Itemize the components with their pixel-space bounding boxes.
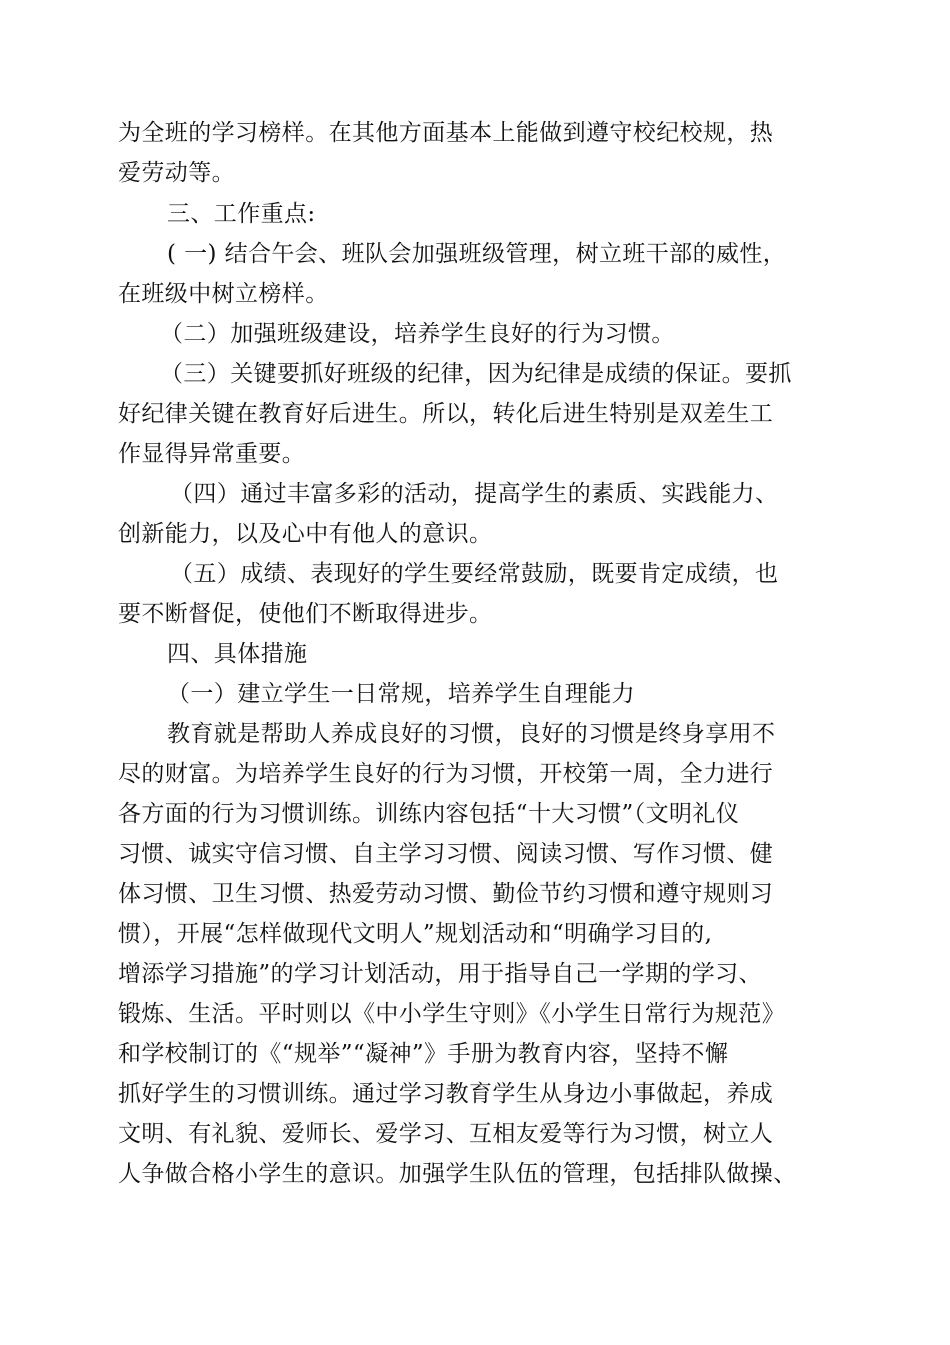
text-line: 人争做合格小学生的意识。加强学生队伍的管理，包括排队做操、	[118, 1161, 797, 1187]
text-line: 在班级中树立榜样。	[118, 281, 329, 307]
text-line: ( 一) 结合午会、班队会加强班级管理，树立班干部的威性，	[167, 241, 787, 267]
text-line: （五）成绩、表现好的学生要经常鼓励，既要肯定成绩，也	[170, 561, 779, 587]
text-line: 教育就是帮助人养成良好的习惯，良好的习惯是终身享用不	[167, 721, 776, 747]
text-line: 习惯、诚实守信习惯、自主学习习惯、阅读习惯、写作习惯、健	[118, 841, 774, 867]
text-line: （二）加强班级建设，培养学生良好的行为习惯。	[160, 321, 675, 347]
text-line: 各方面的行为习惯训练。训练内容包括“十大习惯”（文明礼仪	[118, 801, 740, 827]
text-line: 爱劳动等。	[118, 160, 235, 186]
text-line: （四）通过丰富多彩的活动，提高学生的素质、实践能力、	[170, 481, 779, 507]
text-line: 创新能力，以及心中有他人的意识。	[118, 521, 493, 547]
text-line: 好纪律关键在教育好后进生。所以，转化后进生特别是双差生工	[118, 401, 774, 427]
subsection-heading: （一）建立学生一日常规，培养学生自理能力	[167, 681, 635, 707]
text-line: 文明、有礼貌、爱师长、爱学习、互相友爱等行为习惯，树立人	[118, 1121, 774, 1147]
text-line: 为全班的学习榜样。在其他方面基本上能做到遵守校纪校规，热	[118, 120, 774, 146]
text-line: 要不断督促，使他们不断取得进步。	[118, 601, 493, 627]
text-line: 作显得异常重要。	[118, 441, 306, 467]
section-heading: 四、具体措施	[167, 641, 308, 667]
text-line: 惯），开展“怎样做现代文明人”规划活动和“明确学习目的,	[118, 921, 713, 947]
text-line: 和学校制订的《“规举”“凝神”》手册为教育内容，坚持不懈	[118, 1041, 729, 1067]
text-line: （三）关键要抓好班级的纪律，因为纪律是成绩的保证。要抓	[160, 361, 792, 387]
text-line: 体习惯、卫生习惯、热爱劳动习惯、勤俭节约习惯和遵守规则习	[118, 881, 774, 907]
section-heading: 三、工作重点:	[167, 201, 316, 227]
text-line: 锻炼、生活。平时则以《中小学生守则》《小学生日常行为规范》	[118, 1001, 786, 1027]
text-line: 抓好学生的习惯训练。通过学习教育学生从身边小事做起，养成	[118, 1081, 774, 1107]
text-line: 尽的财富。为培养学生良好的行为习惯，开校第一周，全力进行	[118, 761, 774, 787]
text-line: 增添学习措施”的学习计划活动，用于指导自己一学期的学习、	[118, 961, 762, 987]
